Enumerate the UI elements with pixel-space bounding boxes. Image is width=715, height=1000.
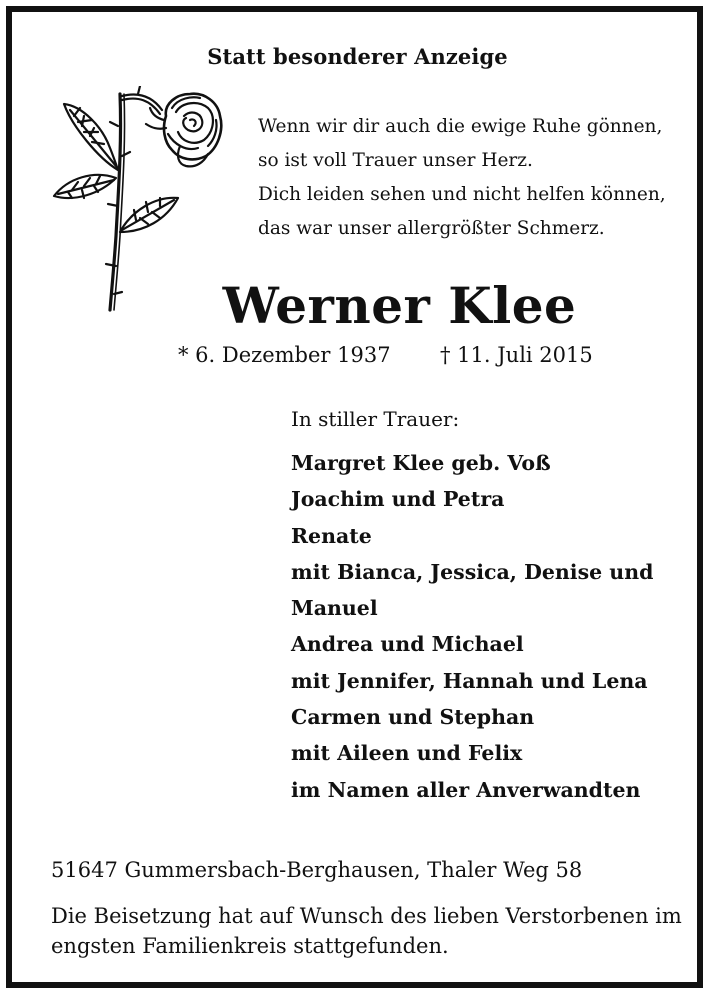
mourner-line: Margret Klee geb. Voß [291, 451, 551, 475]
mourner-line: mit Jennifer, Hannah und Lena [291, 668, 648, 693]
poem-line: Wenn wir dir auch die ewige Ruhe gönnen, [258, 116, 663, 137]
mourner-line: Joachim und Petra [291, 487, 505, 512]
poem-line: so ist voll Trauer unser Herz. [258, 150, 533, 171]
birth-date: * 6. Dezember 1937 [178, 343, 391, 367]
burial-note-line: engsten Familienkreis stattgefunden. [51, 934, 449, 958]
mourner-line: Andrea und Michael [291, 632, 524, 657]
address: 51647 Gummersbach-Berghausen, Thaler Weg 58 [51, 858, 583, 882]
notice-header: Statt besonderer Anzeige [207, 44, 508, 69]
poem-line: das war unser allergrößter Schmerz. [258, 218, 605, 239]
poem [258, 110, 688, 246]
mourner-line: im Namen aller Anverwandten [291, 777, 641, 802]
mourning-intro: In stiller Trauer: [291, 407, 460, 431]
mourner-line: Renate [291, 523, 372, 548]
death-date: † 11. Juli 2015 [440, 343, 593, 367]
burial-note-line: Die Beisetzung hat auf Wunsch des lieben Verstorbenen im [51, 904, 682, 928]
mourner-line: mit Aileen und Felix [291, 741, 523, 766]
mourner-line: mit Bianca, Jessica, Denise und [291, 559, 654, 584]
mourner-line: Manuel [291, 596, 378, 621]
deceased-name: Werner Klee [222, 276, 577, 335]
mourners-list [291, 445, 691, 808]
burial-note [51, 901, 681, 961]
poem-line: Dich leiden sehen und nicht helfen können, [258, 184, 666, 205]
mourner-line: Carmen und Stephan [291, 705, 535, 730]
